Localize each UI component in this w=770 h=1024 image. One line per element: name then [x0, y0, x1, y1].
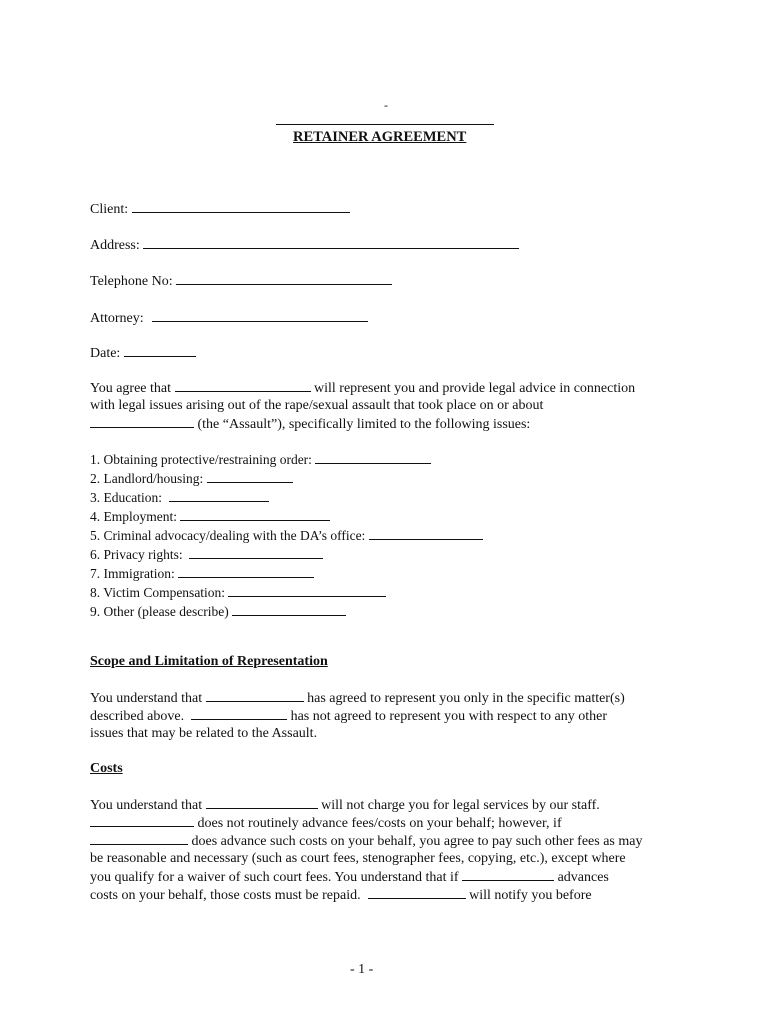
list-item: 9. Other (please describe) — [90, 602, 483, 621]
attorney-label: Attorney: — [90, 311, 144, 326]
costs-heading: Costs — [90, 761, 123, 776]
costs-line-4: be reasonable and necessary (such as court fees, stenographer fees, copying, etc.), except where — [90, 851, 626, 866]
document-title: RETAINER AGREEMENT — [293, 129, 467, 145]
issue-blank[interactable] — [189, 546, 323, 559]
issue-blank[interactable] — [228, 584, 386, 597]
costs-blank-2[interactable] — [90, 814, 194, 827]
costs-line-1: You understand that will not charge you for legal services by our staff. — [90, 798, 600, 813]
client-field[interactable] — [90, 200, 350, 218]
top-mark: - — [384, 98, 388, 112]
telephone-field[interactable] — [90, 272, 392, 290]
attorney-field[interactable] — [90, 309, 368, 327]
intro-paragraph — [90, 379, 635, 433]
scope-line-1: You understand that has agreed to represent you only in the specific matter(s) — [90, 691, 625, 706]
costs-line-2: does not routinely advance fees/costs on your behalf; however, if — [90, 814, 642, 832]
costs-blank-4[interactable] — [462, 868, 554, 881]
costs-blank-3[interactable] — [90, 832, 188, 845]
intro-line-2: with legal issues arising out of the rape/sexual assault that took place on or about — [90, 398, 544, 413]
telephone-blank[interactable] — [176, 272, 392, 285]
scope-blank-1[interactable] — [206, 689, 304, 702]
client-blank[interactable] — [132, 200, 350, 213]
costs-blank-1[interactable] — [206, 796, 318, 809]
intro-blank-2[interactable] — [90, 415, 194, 428]
costs-line-5: you qualify for a waiver of such court fees. You understand that if advances — [90, 870, 609, 885]
issue-blank[interactable] — [178, 565, 314, 578]
address-field[interactable] — [90, 236, 519, 254]
page-number: - 1 - — [350, 962, 374, 977]
address-label: Address: — [90, 238, 140, 253]
scope-blank-2[interactable] — [191, 707, 287, 720]
costs-line-3: does advance such costs on your behalf, you agree to pay such other fees as may — [90, 832, 642, 850]
issue-blank[interactable] — [180, 508, 330, 521]
address-blank[interactable] — [143, 236, 519, 249]
scope-heading: Scope and Limitation of Representation — [90, 654, 328, 669]
scope-line-2: described above. has not agreed to represent you with respect to any other — [90, 709, 608, 724]
costs-blank-5[interactable] — [368, 886, 466, 899]
list-item: 2. Landlord/housing: — [90, 469, 483, 488]
list-item: 8. Victim Compensation: — [90, 583, 483, 602]
list-item: 6. Privacy rights: — [90, 545, 483, 564]
issue-blank[interactable] — [207, 470, 293, 483]
issue-blank[interactable] — [232, 603, 346, 616]
costs-line-6: costs on your behalf, those costs must be repaid. will notify you before — [90, 888, 592, 903]
date-label: Date: — [90, 346, 121, 361]
list-item: 5. Criminal advocacy/dealing with the DA’s office: — [90, 526, 483, 545]
intro-blank-1[interactable] — [175, 379, 311, 392]
issue-blank[interactable] — [169, 489, 269, 502]
scope-paragraph — [90, 689, 625, 743]
list-item: 4. Employment: — [90, 507, 483, 526]
list-item: 7. Immigration: — [90, 564, 483, 583]
intro-line-1: You agree that will represent you and provide legal advice in connection — [90, 381, 636, 396]
attorney-blank[interactable] — [152, 309, 368, 322]
issue-blank[interactable] — [369, 527, 483, 540]
client-label: Client: — [90, 202, 129, 217]
telephone-label: Telephone No: — [90, 274, 173, 289]
issues-list — [90, 450, 483, 621]
intro-line-3: (the “Assault”), specifically limited to the following issues: — [90, 415, 635, 433]
title-rule — [276, 124, 494, 125]
issue-blank[interactable] — [315, 451, 431, 464]
list-item: 3. Education: — [90, 488, 483, 507]
costs-paragraph — [90, 796, 642, 904]
list-item: 1. Obtaining protective/restraining order: — [90, 450, 483, 469]
scope-line-3: issues that may be related to the Assault. — [90, 726, 318, 741]
date-field[interactable] — [90, 344, 196, 362]
date-blank[interactable] — [124, 344, 196, 357]
